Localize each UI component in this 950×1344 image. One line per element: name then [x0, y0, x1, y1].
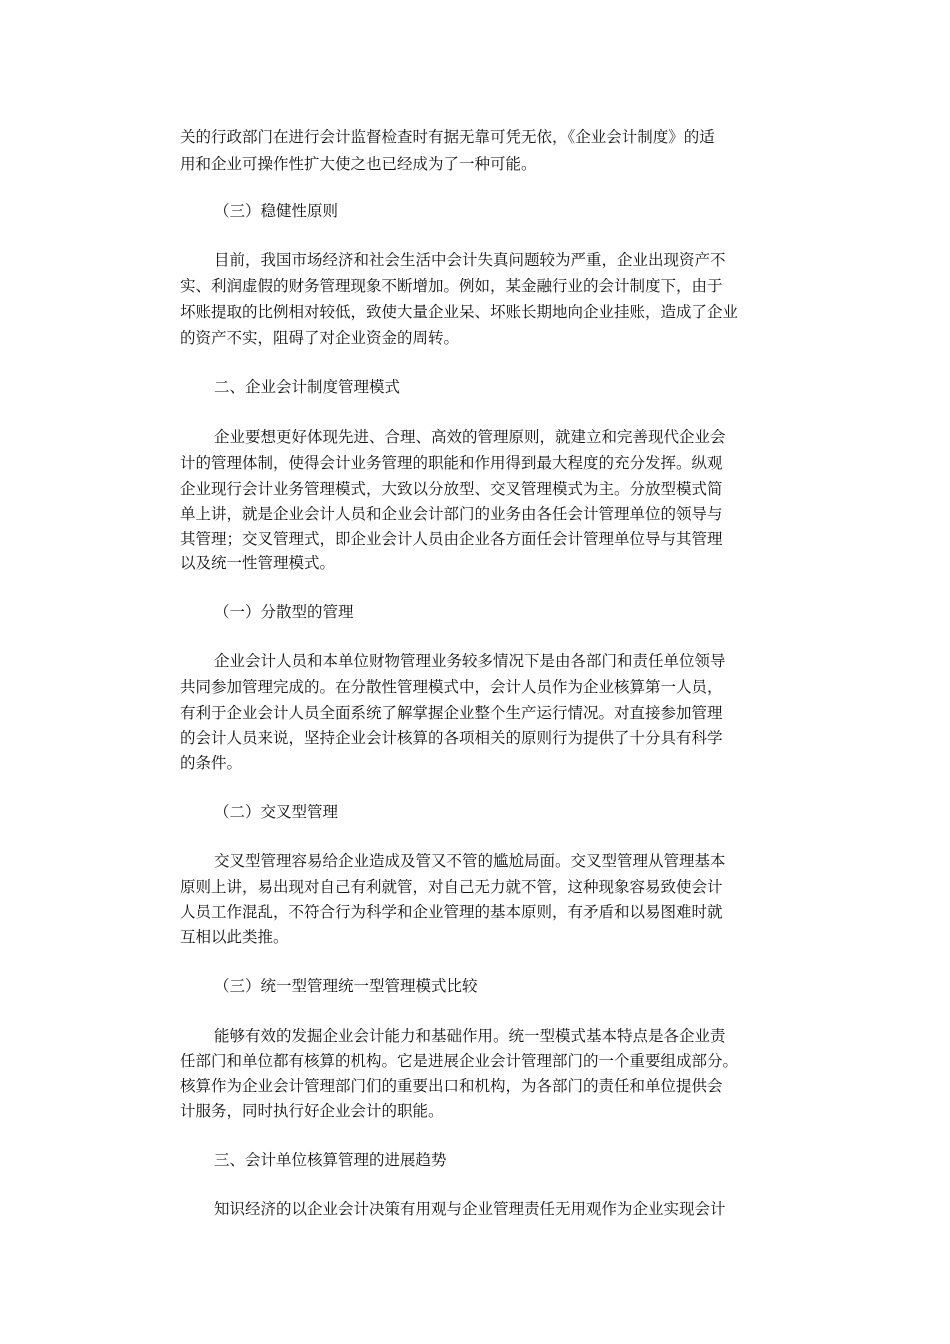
paragraph-line: 能够有效的发掘企业会计能力和基础作用。统一型模式基本特点是各企业责: [214, 1027, 726, 1045]
paragraph-line: 共同参加管理完成的。在分散性管理模式中，会计人员作为企业核算第一人员，: [180, 678, 723, 696]
paragraph-line: 单上讲，就是企业会计人员和企业会计部门的业务由各任会计管理单位的领导与: [180, 505, 723, 523]
paragraph-line: 关的行政部门在进行会计监督检查时有据无靠可凭无依，《企业会计制度》的适: [180, 128, 715, 146]
paragraph-line: 知识经济的以企业会计决策有用观与企业管理责任无用观作为企业实现会计: [214, 1200, 726, 1218]
paragraph-line: 核算作为企业会计管理部门们的重要出口和机构，为各部门的责任和单位提供会: [180, 1077, 723, 1095]
paragraph-line: 的会计人员来说，坚持企业会计核算的各项相关的原则行为提供了十分具有科学: [180, 729, 723, 747]
paragraph-line: 用和企业可操作性扩大使之也已经成为了一种可能。: [180, 155, 537, 173]
paragraph-line: 任部门和单位都有核算的机构。它是进展企业会计管理部门的一个重要组成部分。: [180, 1052, 739, 1070]
subsection-heading: （一）分散型的管理: [214, 603, 354, 621]
paragraph-line: 坏账提取的比例相对较低，致使大量企业呆、坏账长期地向企业挂账，造成了企业: [180, 303, 739, 321]
paragraph-line: 计服务，同时执行好企业会计的职能。: [180, 1102, 444, 1120]
paragraph-line: 实、利润虚假的财务管理现象不断增加。例如，某金融行业的会计制度下，由于: [180, 277, 723, 295]
section-heading: 二、企业会计制度管理模式: [214, 378, 401, 396]
section-heading: 三、会计单位核算管理的进展趋势: [214, 1151, 447, 1169]
subsection-heading: （三）稳健性原则: [214, 202, 339, 220]
paragraph-line: 企业会计人员和本单位财物管理业务较多情况下是由各部门和责任单位领导: [214, 652, 726, 670]
paragraph-line: 的资产不实，阻碍了对企业资金的周转。: [180, 329, 460, 347]
paragraph-line: 企业现行会计业务管理模式，大致以分放型、交叉管理模式为主。分放型模式简: [180, 480, 723, 498]
subsection-heading: （三）统一型管理统一型管理模式比较: [214, 977, 478, 995]
paragraph-line: 原则上讲，易出现对自己有利就管，对自己无力就不管，这种现象容易致使会计: [180, 878, 723, 896]
paragraph-line: 以及统一性管理模式。: [180, 554, 336, 572]
paragraph-line: 互相以此类推。: [180, 928, 289, 946]
subsection-heading: （二）交叉型管理: [214, 803, 339, 821]
paragraph-line: 其管理；交叉管理式，即企业会计人员由企业各方面任会计管理单位导与其管理: [180, 530, 723, 548]
paragraph-line: 人员工作混乱，不符合行为科学和企业管理的基本原则，有矛盾和以易图难时就: [180, 903, 723, 921]
paragraph-line: 企业要想更好体现先进、合理、高效的管理原则，就建立和完善现代企业会: [214, 428, 726, 446]
paragraph-line: 交叉型管理容易给企业造成及管又不管的尴尬局面。交叉型管理从管理基本: [214, 852, 726, 870]
paragraph-line: 目前，我国市场经济和社会生活中会计失真问题较为严重，企业出现资产不: [214, 251, 726, 269]
paragraph-line: 有利于企业会计人员全面系统了解掌握企业整个生产运行情况。对直接参加管理: [180, 704, 723, 722]
paragraph-line: 计的管理体制，使得会计业务管理的职能和作用得到最大程度的充分发挥。纵观: [180, 454, 723, 472]
paragraph-line: 的条件。: [180, 754, 243, 772]
